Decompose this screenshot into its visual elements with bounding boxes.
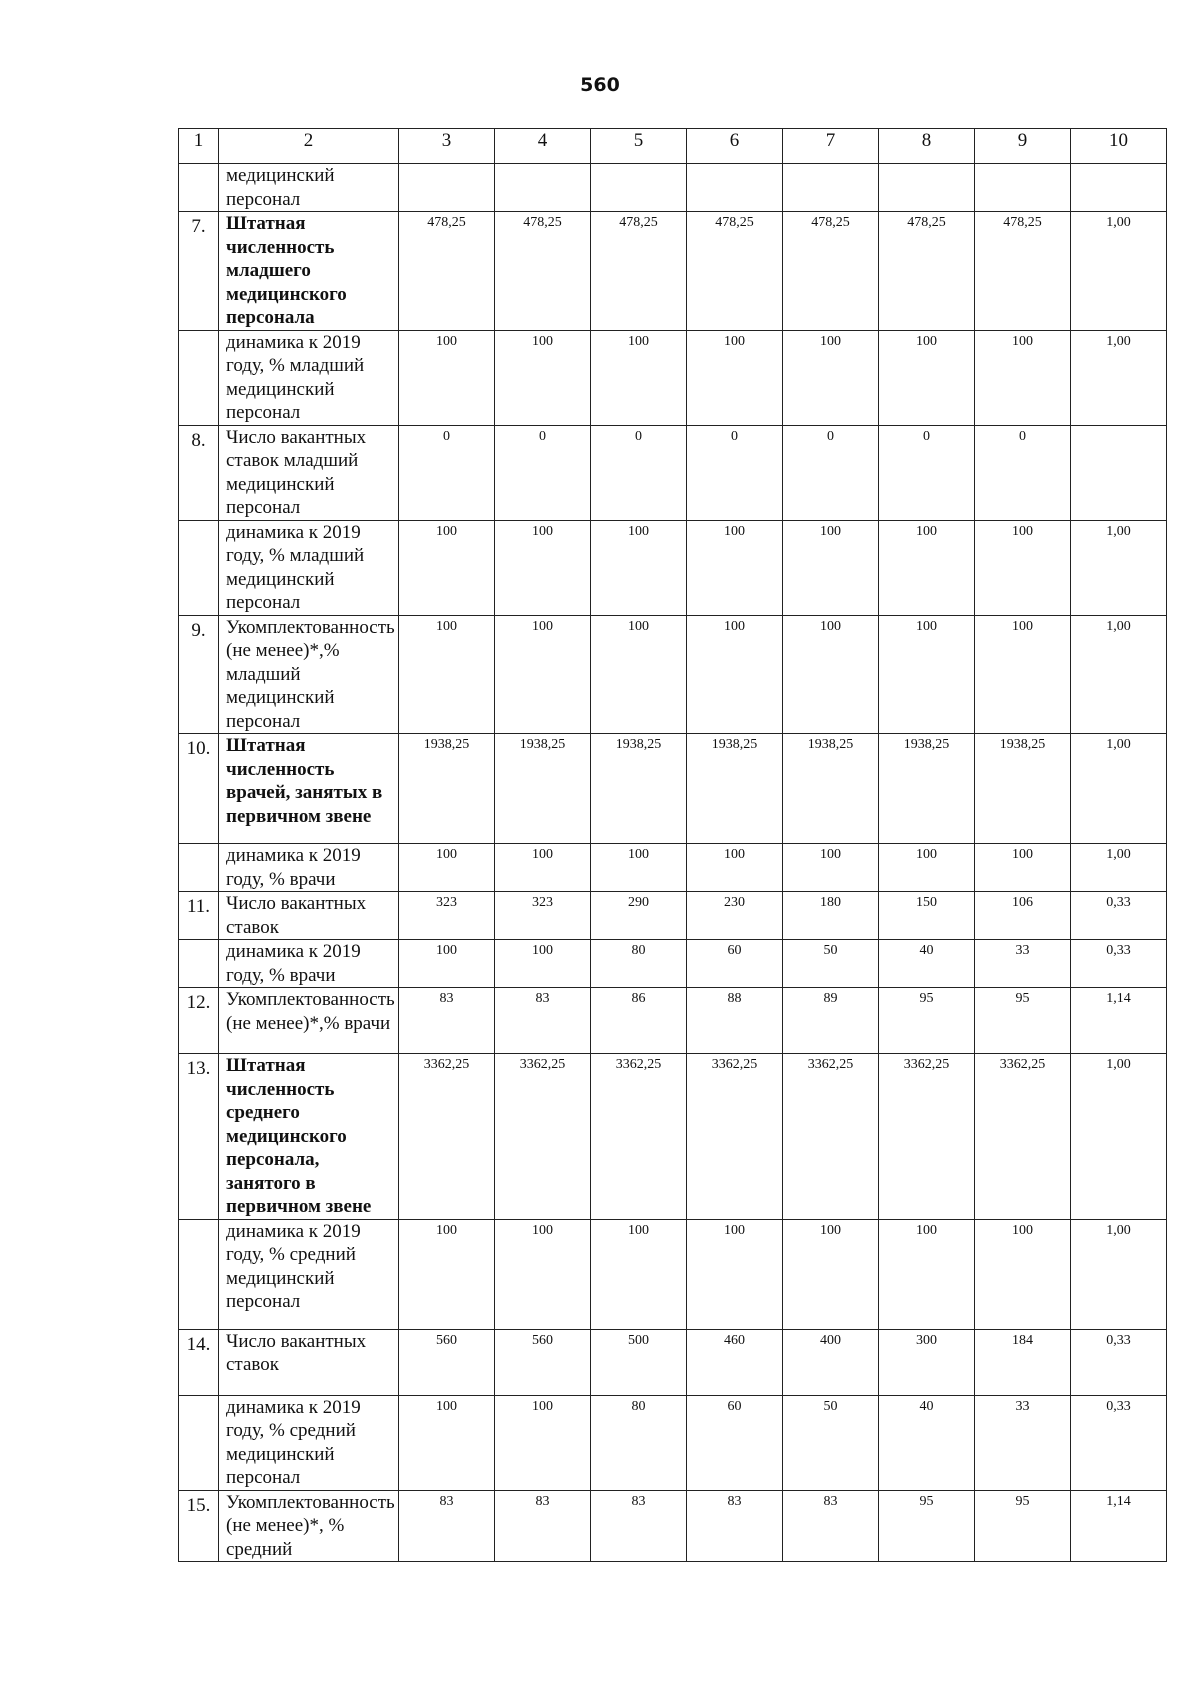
value-cell: 460 [687, 1329, 783, 1395]
value-cell [783, 164, 879, 212]
value-cell: 3362,25 [495, 1054, 591, 1220]
value-cell: 0 [399, 425, 495, 520]
table-header-row [179, 129, 1167, 164]
value-cell: 0,33 [1071, 940, 1167, 988]
row-number: 7. [179, 212, 219, 331]
value-cell: 478,25 [879, 212, 975, 331]
table-row [179, 164, 1167, 212]
value-cell: 100 [495, 940, 591, 988]
value-cell: 100 [687, 844, 783, 892]
row-label: Укомплектованность (не менее)*,% врачи [219, 988, 399, 1054]
row-label: динамика к 2019 году, % врачи [219, 844, 399, 892]
value-cell: 50 [783, 1395, 879, 1490]
column-header: 10 [1071, 129, 1167, 164]
value-cell: 100 [687, 1219, 783, 1329]
table-row [179, 892, 1167, 940]
value-cell: 100 [495, 330, 591, 425]
row-number [179, 520, 219, 615]
value-cell: 95 [879, 988, 975, 1054]
column-header: 3 [399, 129, 495, 164]
value-cell: 83 [591, 1490, 687, 1562]
value-cell: 83 [495, 988, 591, 1054]
value-cell: 0 [687, 425, 783, 520]
value-cell: 400 [783, 1329, 879, 1395]
value-cell: 60 [687, 940, 783, 988]
value-cell: 100 [495, 520, 591, 615]
value-cell: 100 [879, 520, 975, 615]
value-cell [975, 164, 1071, 212]
value-cell: 100 [399, 1219, 495, 1329]
value-cell: 1938,25 [399, 734, 495, 844]
value-cell: 100 [879, 844, 975, 892]
row-number: 14. [179, 1329, 219, 1395]
value-cell: 1938,25 [783, 734, 879, 844]
table-row [179, 1329, 1167, 1395]
value-cell: 100 [591, 520, 687, 615]
value-cell: 100 [879, 1219, 975, 1329]
value-cell: 3362,25 [975, 1054, 1071, 1220]
value-cell: 1,00 [1071, 615, 1167, 734]
row-label: медицинский персонал [219, 164, 399, 212]
value-cell: 33 [975, 1395, 1071, 1490]
value-cell: 478,25 [687, 212, 783, 331]
row-number [179, 1395, 219, 1490]
value-cell: 0 [783, 425, 879, 520]
table-row [179, 330, 1167, 425]
table-row [179, 1395, 1167, 1490]
row-label: Укомплектованность (не менее)*,% младший медицинский персонал [219, 615, 399, 734]
value-cell: 50 [783, 940, 879, 988]
row-label: динамика к 2019 году, % младший медицинский персонал [219, 330, 399, 425]
table-row [179, 844, 1167, 892]
value-cell: 323 [495, 892, 591, 940]
value-cell: 83 [399, 988, 495, 1054]
value-cell [591, 164, 687, 212]
row-number [179, 844, 219, 892]
value-cell: 0 [975, 425, 1071, 520]
value-cell: 1,00 [1071, 520, 1167, 615]
value-cell: 500 [591, 1329, 687, 1395]
value-cell: 100 [783, 330, 879, 425]
row-label: Штатная численность среднего медицинского персонала, занятого в первичном звене [219, 1054, 399, 1220]
value-cell [687, 164, 783, 212]
page-number: 560 [580, 74, 620, 96]
value-cell: 100 [975, 615, 1071, 734]
value-cell: 106 [975, 892, 1071, 940]
row-label: динамика к 2019 году, % средний медицинский персонал [219, 1395, 399, 1490]
value-cell: 60 [687, 1395, 783, 1490]
row-number [179, 940, 219, 988]
value-cell: 100 [495, 1395, 591, 1490]
value-cell: 100 [399, 615, 495, 734]
value-cell: 80 [591, 940, 687, 988]
column-header: 7 [783, 129, 879, 164]
value-cell: 1,00 [1071, 330, 1167, 425]
table-row [179, 734, 1167, 844]
value-cell: 100 [687, 330, 783, 425]
value-cell: 1,00 [1071, 734, 1167, 844]
value-cell: 100 [495, 1219, 591, 1329]
value-cell: 3362,25 [687, 1054, 783, 1220]
value-cell: 478,25 [591, 212, 687, 331]
value-cell: 1,00 [1071, 1054, 1167, 1220]
value-cell: 478,25 [975, 212, 1071, 331]
value-cell: 1938,25 [495, 734, 591, 844]
value-cell: 100 [399, 940, 495, 988]
value-cell: 1,14 [1071, 988, 1167, 1054]
value-cell: 100 [783, 1219, 879, 1329]
value-cell: 100 [975, 330, 1071, 425]
value-cell: 560 [495, 1329, 591, 1395]
table-row [179, 1490, 1167, 1562]
value-cell: 290 [591, 892, 687, 940]
table-body [179, 129, 1167, 1562]
value-cell: 100 [591, 330, 687, 425]
column-header: 9 [975, 129, 1071, 164]
value-cell: 100 [975, 1219, 1071, 1329]
staffing-table [178, 128, 1167, 1562]
value-cell: 478,25 [495, 212, 591, 331]
row-number: 15. [179, 1490, 219, 1562]
value-cell: 1938,25 [591, 734, 687, 844]
value-cell: 100 [783, 520, 879, 615]
value-cell: 1,14 [1071, 1490, 1167, 1562]
table-row [179, 1054, 1167, 1220]
value-cell: 0 [879, 425, 975, 520]
row-number: 8. [179, 425, 219, 520]
row-label: Число вакантных ставок младший медицинский персонал [219, 425, 399, 520]
column-header: 6 [687, 129, 783, 164]
value-cell: 40 [879, 940, 975, 988]
value-cell: 100 [591, 1219, 687, 1329]
column-header: 5 [591, 129, 687, 164]
value-cell: 100 [975, 520, 1071, 615]
value-cell: 184 [975, 1329, 1071, 1395]
value-cell: 83 [399, 1490, 495, 1562]
table-row [179, 940, 1167, 988]
row-number: 10. [179, 734, 219, 844]
row-label: динамика к 2019 году, % врачи [219, 940, 399, 988]
row-label: динамика к 2019 году, % средний медицинский персонал [219, 1219, 399, 1329]
row-label: Число вакантных ставок [219, 892, 399, 940]
value-cell: 100 [399, 844, 495, 892]
value-cell: 40 [879, 1395, 975, 1490]
value-cell: 80 [591, 1395, 687, 1490]
value-cell: 100 [495, 844, 591, 892]
value-cell: 95 [879, 1490, 975, 1562]
value-cell: 0,33 [1071, 1395, 1167, 1490]
value-cell: 100 [879, 330, 975, 425]
value-cell: 3362,25 [591, 1054, 687, 1220]
value-cell [399, 164, 495, 212]
value-cell: 100 [591, 615, 687, 734]
value-cell: 478,25 [399, 212, 495, 331]
value-cell: 478,25 [783, 212, 879, 331]
value-cell: 0,33 [1071, 892, 1167, 940]
value-cell: 100 [783, 844, 879, 892]
value-cell: 100 [399, 330, 495, 425]
row-number [179, 330, 219, 425]
table-row [179, 425, 1167, 520]
value-cell: 100 [591, 844, 687, 892]
row-label: Штатная численность врачей, занятых в первичном звене [219, 734, 399, 844]
value-cell [1071, 164, 1167, 212]
value-cell: 560 [399, 1329, 495, 1395]
value-cell: 300 [879, 1329, 975, 1395]
table-row [179, 988, 1167, 1054]
table-row [179, 212, 1167, 331]
value-cell: 100 [399, 520, 495, 615]
value-cell: 86 [591, 988, 687, 1054]
value-cell [495, 164, 591, 212]
value-cell: 3362,25 [783, 1054, 879, 1220]
value-cell: 1938,25 [687, 734, 783, 844]
value-cell [879, 164, 975, 212]
value-cell: 1938,25 [879, 734, 975, 844]
value-cell: 1,00 [1071, 212, 1167, 331]
value-cell: 230 [687, 892, 783, 940]
value-cell: 83 [783, 1490, 879, 1562]
row-number: 11. [179, 892, 219, 940]
row-label: Укомплектованность (не менее)*, % средний [219, 1490, 399, 1562]
value-cell: 100 [495, 615, 591, 734]
value-cell: 88 [687, 988, 783, 1054]
table-row [179, 1219, 1167, 1329]
value-cell: 95 [975, 988, 1071, 1054]
value-cell: 323 [399, 892, 495, 940]
value-cell: 100 [783, 615, 879, 734]
value-cell: 3362,25 [399, 1054, 495, 1220]
column-header: 8 [879, 129, 975, 164]
row-number: 12. [179, 988, 219, 1054]
row-label: Число вакантных ставок [219, 1329, 399, 1395]
value-cell: 3362,25 [879, 1054, 975, 1220]
value-cell: 33 [975, 940, 1071, 988]
value-cell: 180 [783, 892, 879, 940]
value-cell: 0 [495, 425, 591, 520]
row-number: 13. [179, 1054, 219, 1220]
column-header: 2 [219, 129, 399, 164]
table-row [179, 520, 1167, 615]
value-cell: 83 [495, 1490, 591, 1562]
value-cell: 100 [687, 615, 783, 734]
value-cell: 1,00 [1071, 844, 1167, 892]
value-cell: 89 [783, 988, 879, 1054]
value-cell [1071, 425, 1167, 520]
table-row [179, 615, 1167, 734]
value-cell: 0,33 [1071, 1329, 1167, 1395]
value-cell: 100 [879, 615, 975, 734]
row-number [179, 164, 219, 212]
value-cell: 100 [399, 1395, 495, 1490]
value-cell: 100 [975, 844, 1071, 892]
row-number: 9. [179, 615, 219, 734]
value-cell: 150 [879, 892, 975, 940]
value-cell: 83 [687, 1490, 783, 1562]
row-label: динамика к 2019 году, % младший медицинский персонал [219, 520, 399, 615]
value-cell: 100 [687, 520, 783, 615]
column-header: 1 [179, 129, 219, 164]
value-cell: 1,00 [1071, 1219, 1167, 1329]
value-cell: 1938,25 [975, 734, 1071, 844]
column-header: 4 [495, 129, 591, 164]
row-number [179, 1219, 219, 1329]
row-label: Штатная численность младшего медицинского персонала [219, 212, 399, 331]
value-cell: 0 [591, 425, 687, 520]
value-cell: 95 [975, 1490, 1071, 1562]
